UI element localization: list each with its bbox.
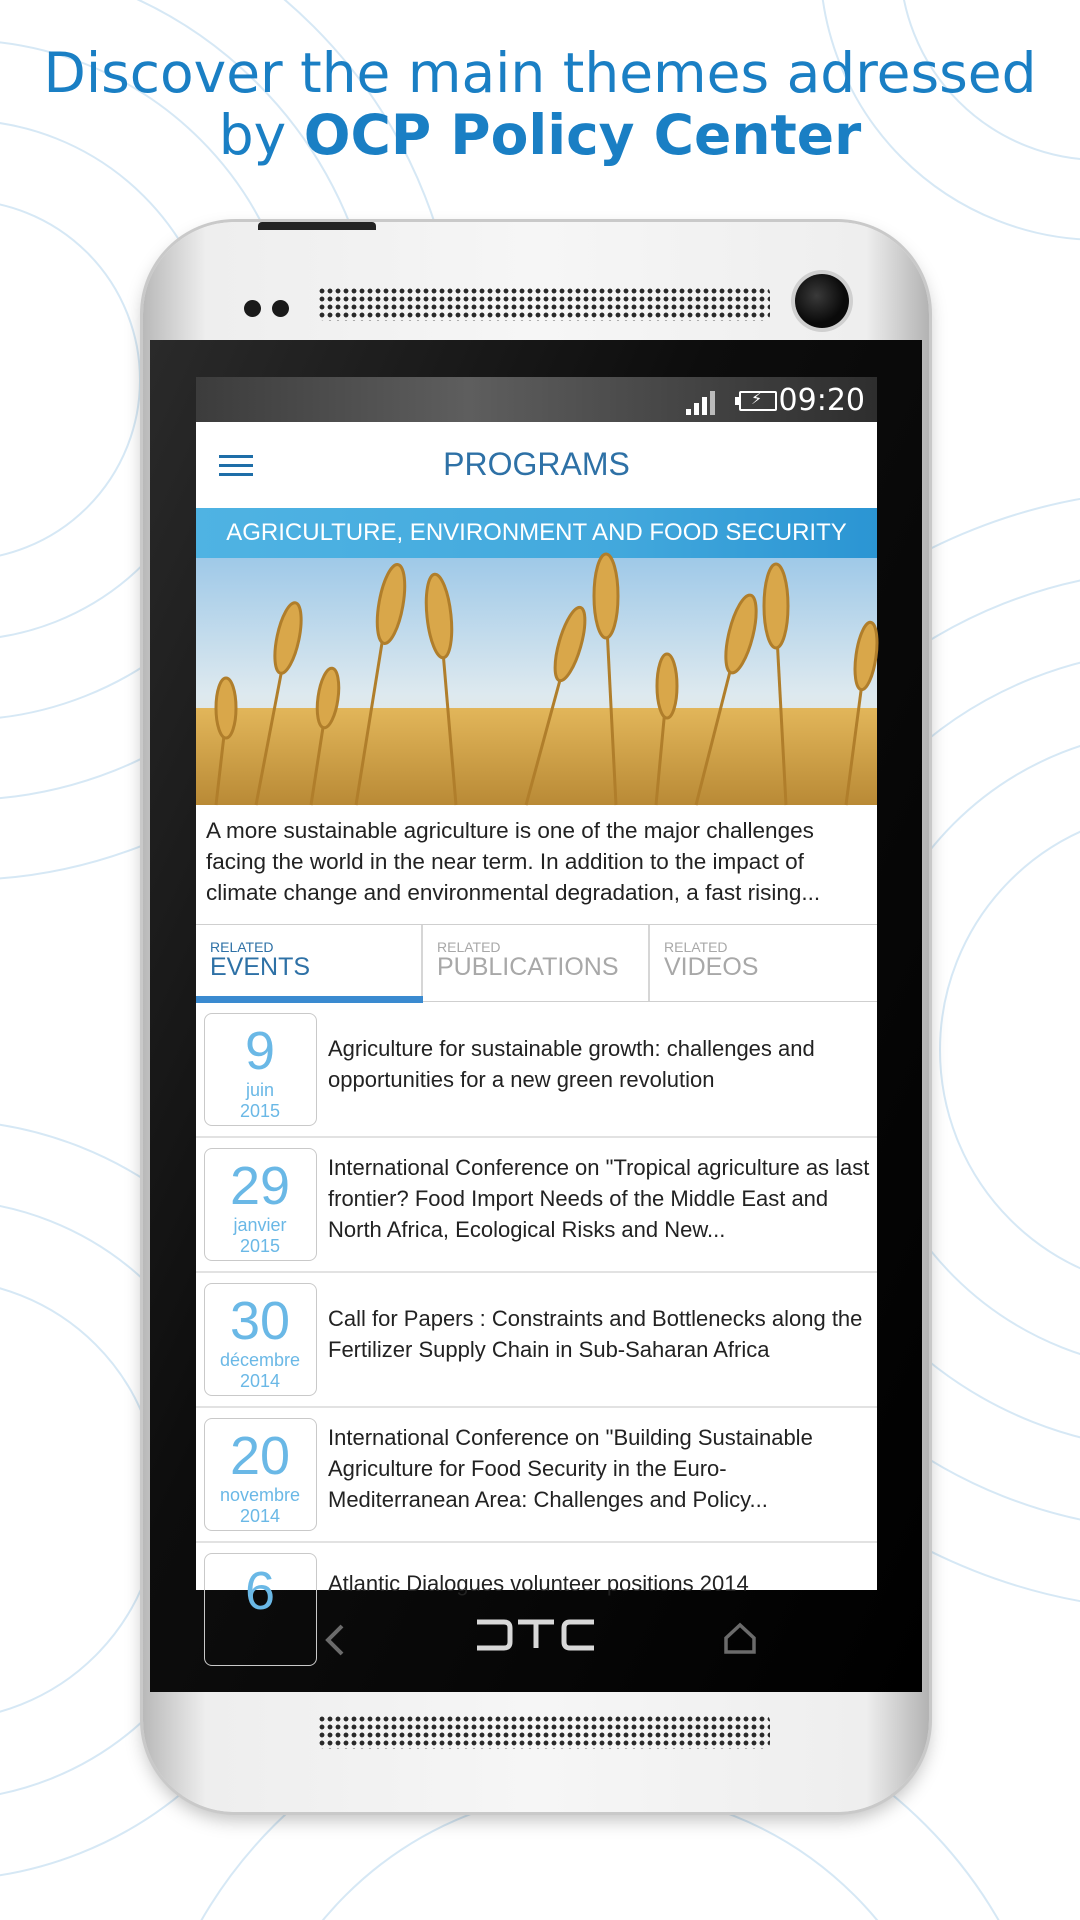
battery-charging-icon: ⚡ [739,391,777,411]
event-day: 29 [229,1156,291,1216]
related-tabs [196,924,877,1002]
tab-events-label: EVENTS [210,953,311,981]
program-description: A more sustainable agriculture is one of the major challenges facing the world in the near term. In addition to the impact of climate change and environmental degradation, a fast rising... [206,818,821,905]
headline-line2-prefix: by [218,103,304,167]
sensor-dot [244,300,261,317]
event-month: janvier [233,1215,287,1235]
headline-line1: Discover the main themes adressed [43,41,1037,105]
tab-videos-label: VIDEOS [664,953,759,981]
front-camera [795,274,849,328]
event-title: Atlantic Dialogues volunteer positions 2014 [328,1571,749,1596]
power-button [258,222,376,230]
event-list-item[interactable] [196,1003,877,1138]
status-bar [196,377,877,422]
event-year: 2015 [239,1101,281,1121]
wheat-field-image [196,558,877,805]
event-day: 9 [244,1021,276,1081]
event-title: Call for Papers : Constraints and Bottlenecks along the Fertilizer Supply Chain in Sub-Saharan Africa [328,1306,863,1362]
tab-videos-sublabel: RELATED [664,939,728,955]
event-day: 6 [244,1561,276,1621]
event-date [204,1013,317,1126]
event-month: novembre [219,1485,301,1505]
event-year: 2014 [239,1506,281,1526]
top-speaker-grille [318,287,770,321]
status-time: 09:20 [778,383,865,418]
bottom-speaker-grille [318,1715,770,1749]
event-date [204,1148,317,1261]
event-year: 2015 [239,1236,281,1256]
event-year: 2014 [239,1371,281,1391]
event-title: Agriculture for sustainable growth: challenges and opportunities for a new green revolution [328,1036,815,1092]
tab-publications-sublabel: RELATED [437,939,501,955]
tab-videos[interactable] [650,925,877,1001]
event-date [204,1553,317,1666]
event-month: juin [245,1080,275,1100]
event-date [204,1283,317,1396]
headline [0,42,1080,166]
headline-brand: OCP Policy Center [303,103,862,167]
event-title: International Conference on "Building Sustainable Agriculture for Food Security in the Euro-Mediterranean Area: Challenges and Policy... [328,1425,813,1512]
event-list-item[interactable] [196,1408,877,1543]
event-title: International Conference on "Tropical agriculture as last frontier? Food Import Needs of the Middle East and North Africa, Ecological Risks and New... [328,1155,870,1242]
event-day: 30 [229,1291,291,1351]
signal-icon [686,389,724,415]
tab-publications-label: PUBLICATIONS [437,953,619,981]
tab-active-indicator [196,996,423,1003]
sensor-dot [272,300,289,317]
event-month: décembre [219,1350,301,1370]
event-list-item[interactable] [196,1138,877,1273]
event-date [204,1418,317,1531]
headline-line2 [0,104,1080,166]
tab-events-sublabel: RELATED [210,939,274,955]
app-bar [196,422,877,507]
app-screen [196,377,877,1621]
event-list-item[interactable] [196,1543,877,1678]
tab-publications[interactable] [423,925,650,1001]
event-day: 20 [229,1426,291,1486]
event-list-item[interactable] [196,1273,877,1408]
program-title-banner: AGRICULTURE, ENVIRONMENT AND FOOD SECURITY [196,508,877,558]
tab-events[interactable] [196,925,423,1001]
page-title: PROGRAMS [443,446,630,482]
